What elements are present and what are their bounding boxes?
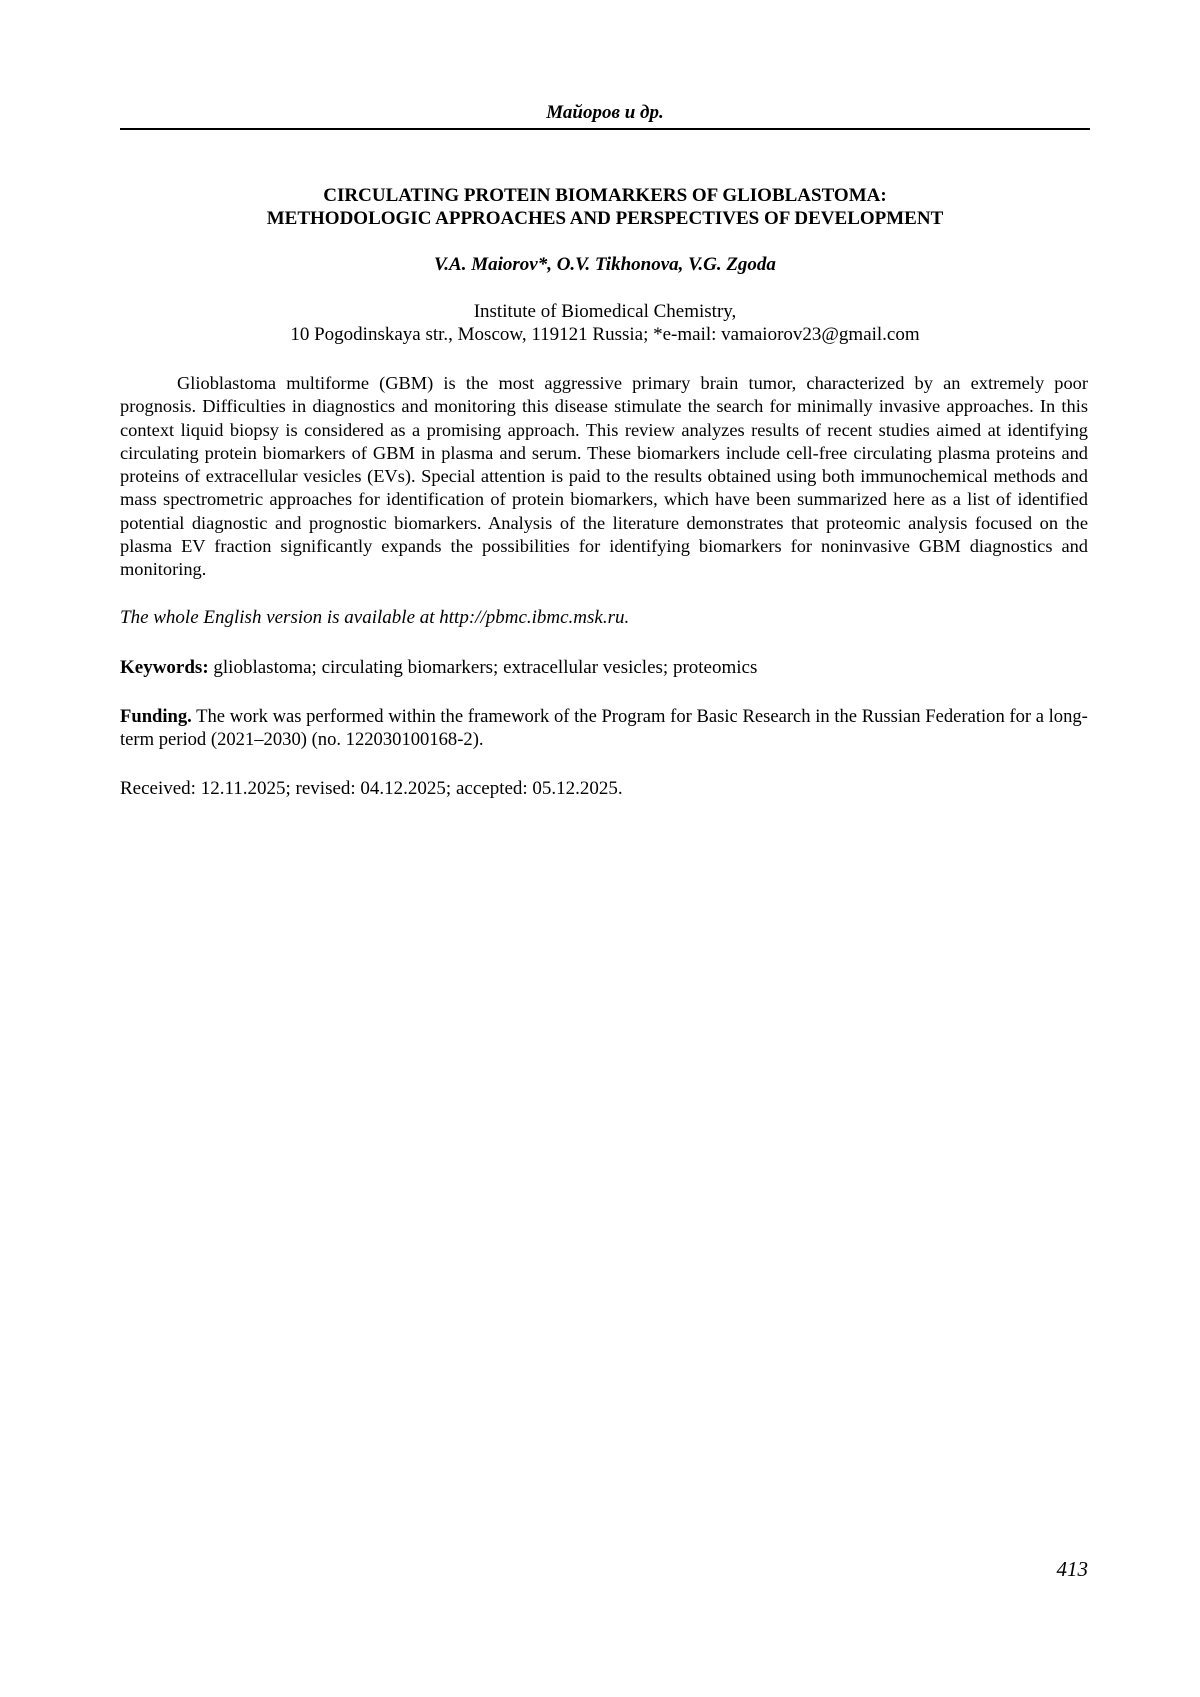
page-number: 413 <box>1056 1557 1088 1581</box>
running-head: Майоров и др. <box>546 102 664 123</box>
author-list: V.A. Maiorov*, O.V. Tikhonova, V.G. Zgoda <box>434 254 776 275</box>
article-title <box>120 184 1090 230</box>
affiliation-line-1: Institute of Biomedical Chemistry, <box>473 301 737 322</box>
title-line-2: METHODOLOGIC APPROACHES AND PERSPECTIVES OF DEVELOPMENT <box>266 208 944 229</box>
english-version-note: The whole English version is available at http://pbmc.ibmc.msk.ru. <box>120 607 630 628</box>
keywords-label: Keywords: <box>120 657 209 678</box>
funding <box>120 705 1088 751</box>
received-dates: Received: 12.11.2025; revised: 04.12.2025; accepted: 05.12.2025. <box>120 778 623 799</box>
abstract-paragraph: Glioblastoma multiforme (GBM) is the most aggressive primary brain tumor, characterized by an extremely poor prognosis. Difficulties in diagnostics and monitoring this disease stimulate the search for minimally invasive approaches. In this context liquid biopsy is considered as a promising approach. This review analyzes results of recent studies aimed at identifying circulating protein biomarkers of GBM in plasma and serum. These biomarkers include cell-free circulating plasma proteins and proteins of extracellular vesicles (EVs). Special attention is paid to the results obtained using both immunochemical methods and mass spectrometric approaches for identification of protein biomarkers, which have been summarized here as a list of identified potential diagnostic and prognostic biomarkers. Analysis of the literature demonstrates that proteomic analysis focused on the plasma EV fraction significantly expands the possibilities for identifying biomarkers for noninvasive GBM diagnostics and monitoring. <box>120 373 1088 580</box>
keywords-text: glioblastoma; circulating biomarkers; extracellular vesicles; proteomics <box>208 657 758 678</box>
header-rule <box>120 128 1090 130</box>
funding-label: Funding. <box>120 706 192 727</box>
affiliation <box>120 300 1090 346</box>
affiliation-line-2: 10 Pogodinskaya str., Moscow, 119121 Russia; *e-mail: vamaiorov23@gmail.com <box>290 324 920 345</box>
funding-text: The work was performed within the framework of the Program for Basic Research in the Russian Federation for a long-term period (2021–2030) (no. 122030100168-2). <box>120 706 1088 750</box>
keywords <box>120 656 1090 679</box>
title-line-1: CIRCULATING PROTEIN BIOMARKERS OF GLIOBLASTOMA: <box>323 185 887 206</box>
